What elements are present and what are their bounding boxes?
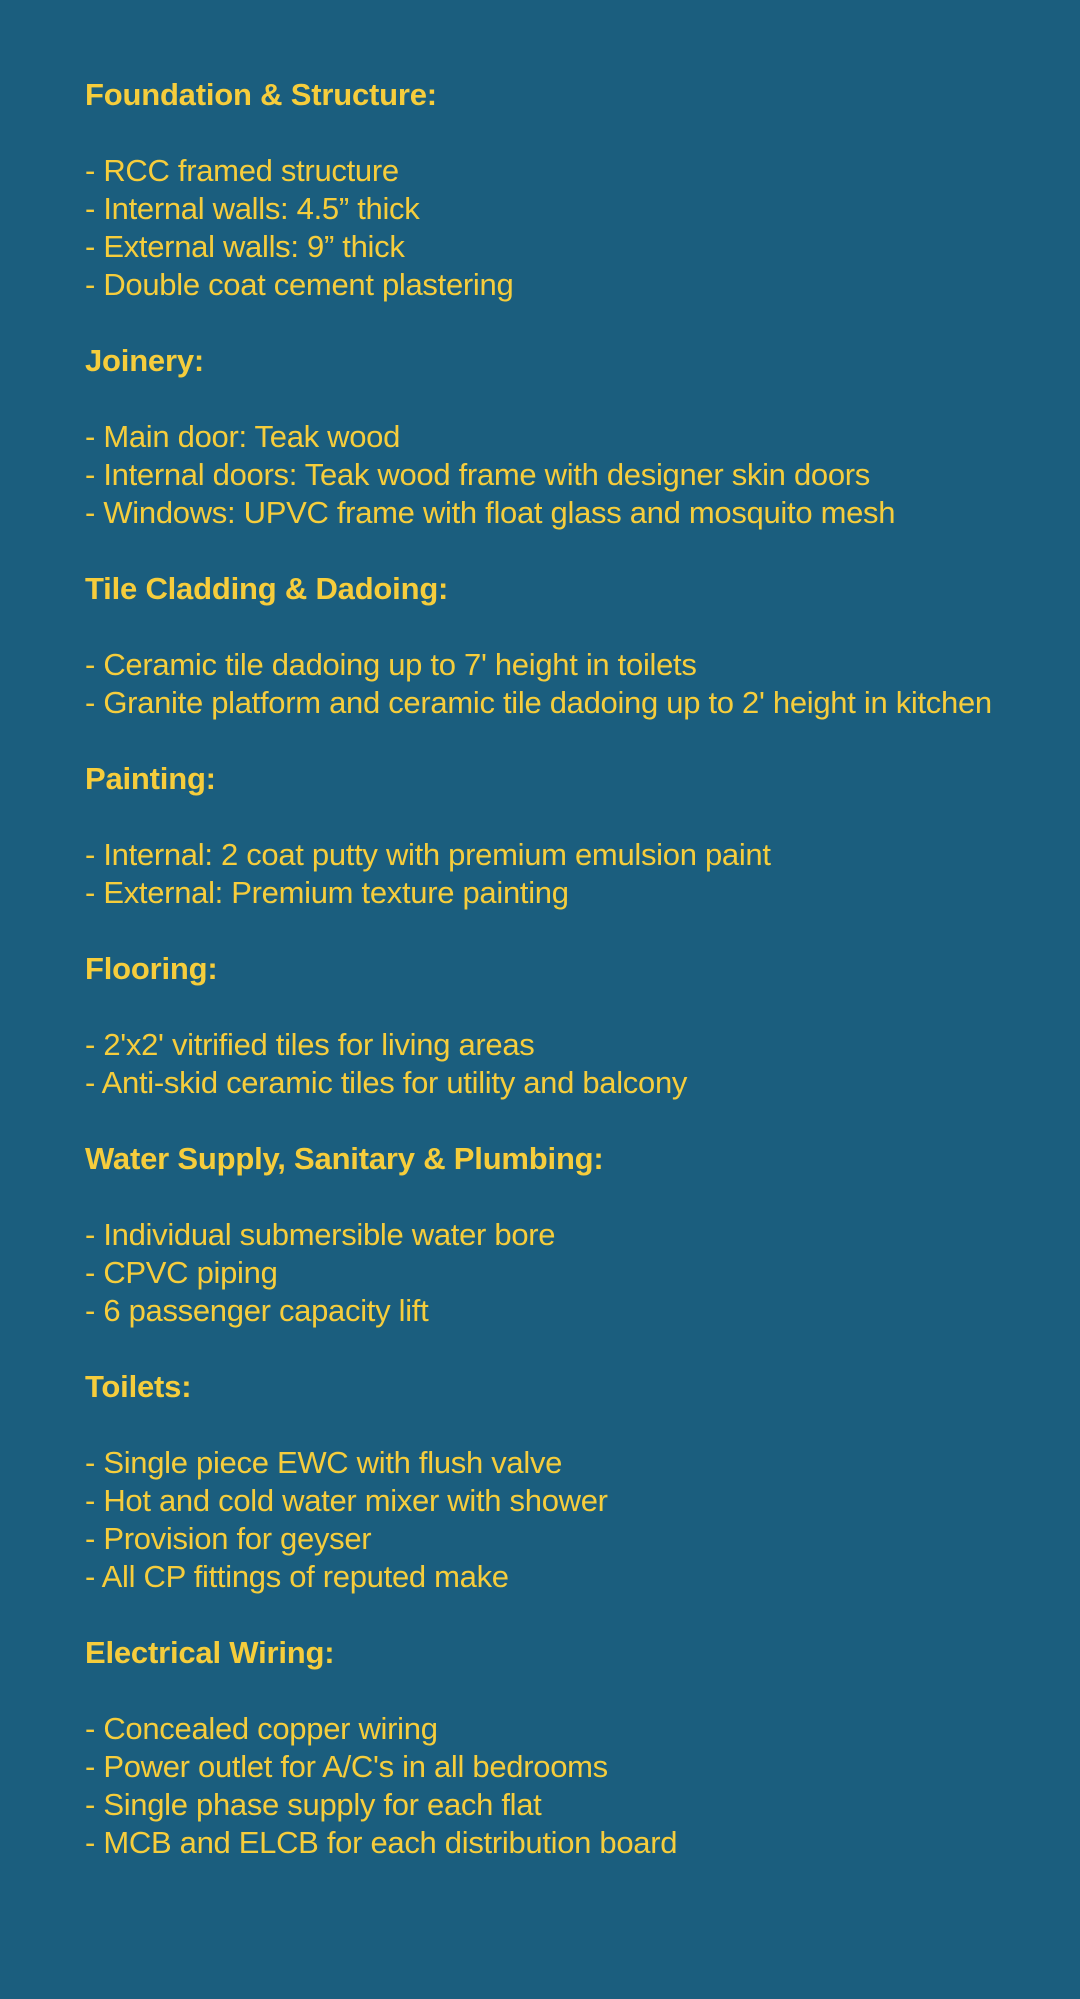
section-title: Tile Cladding & Dadoing:: [85, 571, 449, 606]
list-item: - RCC framed structure: [85, 153, 399, 188]
list-item: - Ceramic tile dadoing up to 7' height in toilets: [85, 647, 697, 682]
list-item: - Internal doors: Teak wood frame with designer skin doors: [85, 457, 870, 492]
section-flooring: [85, 950, 1020, 1102]
list-item: - Concealed copper wiring: [85, 1711, 438, 1746]
list-item: - All CP fittings of reputed make: [85, 1559, 509, 1594]
section-electrical-wiring: [85, 1634, 1020, 1862]
section-title: Electrical Wiring:: [85, 1635, 335, 1670]
section-title: Water Supply, Sanitary & Plumbing:: [85, 1141, 604, 1176]
section-tile-cladding-dadoing: [85, 570, 1020, 722]
section-title: Joinery:: [85, 343, 204, 378]
list-item: - External: Premium texture painting: [85, 875, 569, 910]
section-title: Flooring:: [85, 951, 218, 986]
list-item: - Power outlet for A/C's in all bedrooms: [85, 1749, 608, 1784]
list-item: - Internal walls: 4.5” thick: [85, 191, 420, 226]
list-item: - Main door: Teak wood: [85, 419, 401, 454]
list-item: - Single phase supply for each flat: [85, 1787, 542, 1822]
section-water-supply-sanitary-plumbing: [85, 1140, 1020, 1330]
list-item: - Provision for geyser: [85, 1521, 372, 1556]
list-item: - Single piece EWC with flush valve: [85, 1445, 563, 1480]
list-item: - Internal: 2 coat putty with premium emulsion paint: [85, 837, 771, 872]
section-foundation-structure: [85, 76, 1020, 304]
list-item: - Double coat cement plastering: [85, 267, 514, 302]
list-item: - CPVC piping: [85, 1255, 278, 1290]
list-item: - Individual submersible water bore: [85, 1217, 556, 1252]
list-item: - 2'x2' vitrified tiles for living areas: [85, 1027, 535, 1062]
list-item: - MCB and ELCB for each distribution board: [85, 1825, 678, 1860]
section-title: Foundation & Structure:: [85, 77, 437, 112]
section-title: Toilets:: [85, 1369, 192, 1404]
list-item: - Granite platform and ceramic tile dadoing up to 2' height in kitchen: [85, 685, 992, 720]
list-item: - Windows: UPVC frame with float glass and mosquito mesh: [85, 495, 896, 530]
section-toilets: [85, 1368, 1020, 1596]
list-item: - Hot and cold water mixer with shower: [85, 1483, 608, 1518]
list-item: - Anti-skid ceramic tiles for utility and balcony: [85, 1065, 688, 1100]
section-painting: [85, 760, 1020, 912]
list-item: - External walls: 9” thick: [85, 229, 405, 264]
list-item: - 6 passenger capacity lift: [85, 1293, 429, 1328]
section-joinery: [85, 342, 1020, 532]
section-title: Painting:: [85, 761, 216, 796]
